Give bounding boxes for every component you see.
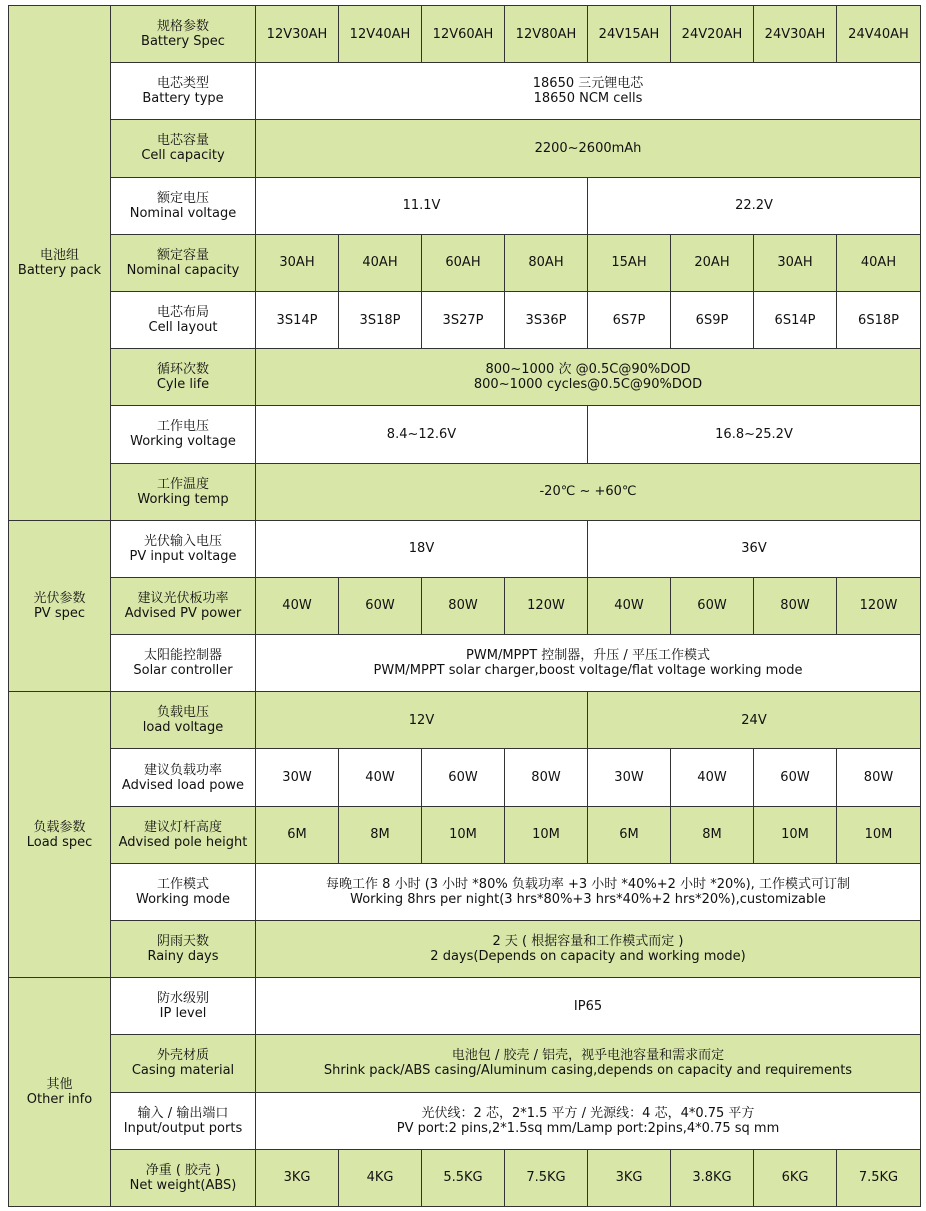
value-cell: 40W bbox=[339, 749, 422, 806]
value-cell: 3KG bbox=[256, 1149, 339, 1206]
section-label-en: Other info bbox=[26, 1092, 93, 1108]
value-cell: 60W bbox=[339, 577, 422, 634]
parameter-label bbox=[111, 6, 256, 63]
value-cell: 60W bbox=[671, 577, 754, 634]
value-line: 2 days(Depends on capacity and working mode) bbox=[430, 949, 746, 965]
parameter-label-en: Cell capacity bbox=[141, 148, 225, 164]
value-cell: 8M bbox=[671, 806, 754, 863]
parameter-label-en: Advised pole height bbox=[118, 834, 248, 850]
value-line: PWM/MPPT 控制器，升压 / 平压工作模式 bbox=[466, 648, 710, 664]
value-cell: 24V20AH bbox=[671, 6, 754, 63]
parameter-label-cn: 工作温度 bbox=[156, 476, 209, 492]
section-label-pv-spec bbox=[9, 520, 111, 692]
parameter-label-cn: 净重 ( 胶壳 ) bbox=[145, 1162, 221, 1178]
value-cell-24v-group: 24V bbox=[588, 692, 921, 749]
value-cell: 80W bbox=[505, 749, 588, 806]
spec-row bbox=[9, 921, 921, 978]
spec-row bbox=[9, 291, 921, 348]
parameter-label-cn: 外壳材质 bbox=[156, 1048, 209, 1064]
value-cell: 3KG bbox=[588, 1149, 671, 1206]
parameter-label-cn: 防水级别 bbox=[156, 991, 209, 1007]
spec-row bbox=[9, 1149, 921, 1206]
value-cell: 40W bbox=[588, 577, 671, 634]
parameter-label-cn: 电芯类型 bbox=[156, 76, 209, 92]
section-label-cn: 光伏参数 bbox=[33, 590, 86, 606]
value-cell: 6M bbox=[256, 806, 339, 863]
parameter-label bbox=[111, 635, 256, 692]
value-cell: 10M bbox=[422, 806, 505, 863]
value-line: 18650 NCM cells bbox=[533, 91, 643, 107]
spec-row bbox=[9, 520, 921, 577]
value-line: IP65 bbox=[573, 998, 603, 1014]
parameter-label-cn: 输入 / 输出端口 bbox=[137, 1105, 229, 1121]
section-label-en: PV spec bbox=[33, 605, 86, 621]
value-cell: 10M bbox=[505, 806, 588, 863]
value-cell: 7.5KG bbox=[837, 1149, 921, 1206]
parameter-label-en: PV input voltage bbox=[129, 548, 237, 564]
parameter-label-cn: 循环次数 bbox=[156, 362, 209, 378]
parameter-label bbox=[111, 577, 256, 634]
value-cell: 80AH bbox=[505, 234, 588, 291]
parameter-label-en: IP level bbox=[159, 1006, 207, 1022]
parameter-label bbox=[111, 806, 256, 863]
value-cell: 40W bbox=[671, 749, 754, 806]
spec-row bbox=[9, 406, 921, 463]
battery-spec-table bbox=[8, 5, 921, 1207]
value-cell: 12V80AH bbox=[505, 6, 588, 63]
parameter-label-en: Nominal capacity bbox=[126, 262, 240, 278]
parameter-label bbox=[111, 692, 256, 749]
parameter-label-cn: 阴雨天数 bbox=[156, 934, 209, 950]
value-cell-24v-group: 16.8~25.2V bbox=[588, 406, 921, 463]
parameter-label bbox=[111, 1149, 256, 1206]
value-cell: 4KG bbox=[339, 1149, 422, 1206]
parameter-label-en: Casing material bbox=[131, 1063, 235, 1079]
parameter-label-en: load voltage bbox=[142, 720, 224, 736]
value-cell: 3S18P bbox=[339, 291, 422, 348]
parameter-label bbox=[111, 921, 256, 978]
parameter-label-cn: 额定容量 bbox=[156, 247, 209, 263]
parameter-label bbox=[111, 1035, 256, 1092]
parameter-label-cn: 建议负载功率 bbox=[143, 762, 222, 778]
value-cell-merged bbox=[256, 635, 921, 692]
value-cell: 120W bbox=[837, 577, 921, 634]
value-line: Shrink pack/ABS casing/Aluminum casing,depends on capacity and requirements bbox=[323, 1063, 853, 1079]
value-cell: 30AH bbox=[256, 234, 339, 291]
value-line: 光伏线：2 芯，2*1.5 平方 / 光源线：4 芯，4*0.75 平方 bbox=[421, 1105, 755, 1121]
value-cell: 80W bbox=[837, 749, 921, 806]
parameter-label bbox=[111, 520, 256, 577]
value-line: PWM/MPPT solar charger,boost voltage/flat voltage working mode bbox=[373, 663, 803, 679]
value-line: 2200~2600mAh bbox=[534, 140, 642, 156]
parameter-label-cn: 电芯容量 bbox=[156, 133, 209, 149]
spec-row bbox=[9, 1035, 921, 1092]
value-cell: 80W bbox=[422, 577, 505, 634]
section-label-other-info bbox=[9, 978, 111, 1207]
parameter-label bbox=[111, 234, 256, 291]
section-label-en: Load spec bbox=[26, 834, 93, 850]
value-cell: 7.5KG bbox=[505, 1149, 588, 1206]
spec-row bbox=[9, 806, 921, 863]
value-cell-12v-group: 11.1V bbox=[256, 177, 588, 234]
value-cell: 24V15AH bbox=[588, 6, 671, 63]
value-cell: 24V40AH bbox=[837, 6, 921, 63]
value-cell: 40W bbox=[256, 577, 339, 634]
value-cell: 20AH bbox=[671, 234, 754, 291]
parameter-label bbox=[111, 749, 256, 806]
spec-row bbox=[9, 749, 921, 806]
parameter-label bbox=[111, 177, 256, 234]
parameter-label-cn: 工作电压 bbox=[156, 419, 209, 435]
value-line: 每晚工作 8 小时 (3 小时 *80% 负载功率 +3 小时 *40%+2 小时 *20%), 工作模式可订制 bbox=[326, 876, 850, 892]
value-line: -20℃ ~ +60℃ bbox=[539, 484, 637, 500]
spec-row bbox=[9, 1092, 921, 1149]
section-label-load-spec bbox=[9, 692, 111, 978]
value-cell-merged bbox=[256, 120, 921, 177]
parameter-label-en: Battery type bbox=[142, 91, 224, 107]
value-line: 电池包 / 胶壳 / 铝壳，视乎电池容量和需求而定 bbox=[451, 1048, 725, 1064]
parameter-label-cn: 电芯布局 bbox=[156, 305, 209, 321]
parameter-label-en: Solar controller bbox=[133, 663, 233, 679]
value-cell-merged bbox=[256, 978, 921, 1035]
value-cell: 3.8KG bbox=[671, 1149, 754, 1206]
parameter-label-cn: 额定电压 bbox=[156, 190, 209, 206]
value-cell: 6S9P bbox=[671, 291, 754, 348]
value-cell: 30AH bbox=[754, 234, 837, 291]
value-line: PV port:2 pins,2*1.5sq mm/Lamp port:2pins,4*0.75 sq mm bbox=[396, 1120, 780, 1136]
value-cell-merged bbox=[256, 1092, 921, 1149]
parameter-label-cn: 建议灯杆高度 bbox=[143, 819, 222, 835]
spec-row bbox=[9, 177, 921, 234]
value-cell: 10M bbox=[837, 806, 921, 863]
spec-row bbox=[9, 978, 921, 1035]
value-cell: 12V30AH bbox=[256, 6, 339, 63]
value-cell-merged bbox=[256, 63, 921, 120]
parameter-label-en: Working temp bbox=[137, 491, 229, 507]
value-cell: 6S14P bbox=[754, 291, 837, 348]
value-cell: 40AH bbox=[837, 234, 921, 291]
parameter-label-en: Battery Spec bbox=[141, 34, 225, 50]
parameter-label-en: Input/output ports bbox=[123, 1120, 243, 1136]
value-line: 2 天 ( 根据容量和工作模式而定 ) bbox=[492, 934, 684, 950]
parameter-label bbox=[111, 291, 256, 348]
value-cell: 12V60AH bbox=[422, 6, 505, 63]
value-cell-12v-group: 12V bbox=[256, 692, 588, 749]
value-cell: 6S18P bbox=[837, 291, 921, 348]
parameter-label bbox=[111, 120, 256, 177]
parameter-label-en: Nominal voltage bbox=[129, 205, 237, 221]
value-cell-12v-group: 8.4~12.6V bbox=[256, 406, 588, 463]
value-cell: 120W bbox=[505, 577, 588, 634]
spec-row bbox=[9, 863, 921, 920]
value-cell: 80W bbox=[754, 577, 837, 634]
value-cell-merged bbox=[256, 349, 921, 406]
value-cell: 12V40AH bbox=[339, 6, 422, 63]
value-cell-24v-group: 36V bbox=[588, 520, 921, 577]
value-cell: 15AH bbox=[588, 234, 671, 291]
parameter-label bbox=[111, 978, 256, 1035]
spec-row bbox=[9, 63, 921, 120]
spec-row bbox=[9, 463, 921, 520]
parameter-label bbox=[111, 349, 256, 406]
value-line: 800~1000 次 @0.5C@90%DOD bbox=[485, 362, 691, 378]
value-cell: 60W bbox=[422, 749, 505, 806]
value-cell-12v-group: 18V bbox=[256, 520, 588, 577]
value-cell: 10M bbox=[754, 806, 837, 863]
spec-row bbox=[9, 120, 921, 177]
value-cell: 60W bbox=[754, 749, 837, 806]
value-cell: 6KG bbox=[754, 1149, 837, 1206]
value-cell-merged bbox=[256, 463, 921, 520]
value-cell: 40AH bbox=[339, 234, 422, 291]
parameter-label-cn: 规格参数 bbox=[156, 19, 209, 35]
parameter-label bbox=[111, 1092, 256, 1149]
spec-row bbox=[9, 577, 921, 634]
parameter-label-en: Cyle life bbox=[156, 377, 210, 393]
parameter-label-cn: 太阳能控制器 bbox=[143, 648, 222, 664]
value-cell: 30W bbox=[256, 749, 339, 806]
parameter-label-en: Net weight(ABS) bbox=[129, 1177, 237, 1193]
parameter-label bbox=[111, 463, 256, 520]
section-label-cn: 负载参数 bbox=[33, 819, 86, 835]
value-line: 18650 三元锂电芯 bbox=[532, 76, 644, 92]
value-cell-merged bbox=[256, 863, 921, 920]
value-cell-merged bbox=[256, 1035, 921, 1092]
spec-row bbox=[9, 635, 921, 692]
value-cell: 3S14P bbox=[256, 291, 339, 348]
value-cell-24v-group: 22.2V bbox=[588, 177, 921, 234]
parameter-label-en: Working voltage bbox=[130, 434, 236, 450]
spec-row bbox=[9, 234, 921, 291]
parameter-label bbox=[111, 863, 256, 920]
parameter-label bbox=[111, 63, 256, 120]
parameter-label-en: Advised load powe bbox=[121, 777, 245, 793]
value-cell: 3S36P bbox=[505, 291, 588, 348]
parameter-label-cn: 建议光伏板功率 bbox=[137, 590, 229, 606]
parameter-label-en: Advised PV power bbox=[124, 605, 242, 621]
section-label-cn: 其他 bbox=[46, 1077, 73, 1093]
section-label-cn: 电池组 bbox=[39, 247, 79, 263]
value-cell: 30W bbox=[588, 749, 671, 806]
value-cell: 6S7P bbox=[588, 291, 671, 348]
value-line: Working 8hrs per night(3 hrs*80%+3 hrs*40%+2 hrs*20%),customizable bbox=[350, 891, 826, 907]
parameter-label bbox=[111, 406, 256, 463]
parameter-label-cn: 工作模式 bbox=[156, 876, 209, 892]
value-cell-merged bbox=[256, 921, 921, 978]
section-label-battery-pack bbox=[9, 6, 111, 521]
parameter-label-cn: 光伏输入电压 bbox=[143, 533, 222, 549]
value-cell: 60AH bbox=[422, 234, 505, 291]
value-cell: 6M bbox=[588, 806, 671, 863]
parameter-label-en: Rainy days bbox=[147, 949, 219, 965]
section-label-en: Battery pack bbox=[17, 262, 102, 278]
parameter-label-en: Cell layout bbox=[148, 320, 218, 336]
value-cell: 8M bbox=[339, 806, 422, 863]
value-cell: 3S27P bbox=[422, 291, 505, 348]
parameter-label-cn: 负载电压 bbox=[156, 705, 209, 721]
spec-row bbox=[9, 692, 921, 749]
spec-row bbox=[9, 349, 921, 406]
parameter-label-en: Working mode bbox=[135, 891, 231, 907]
value-line: 800~1000 cycles@0.5C@90%DOD bbox=[473, 377, 703, 393]
spec-row bbox=[9, 6, 921, 63]
value-cell: 5.5KG bbox=[422, 1149, 505, 1206]
value-cell: 24V30AH bbox=[754, 6, 837, 63]
